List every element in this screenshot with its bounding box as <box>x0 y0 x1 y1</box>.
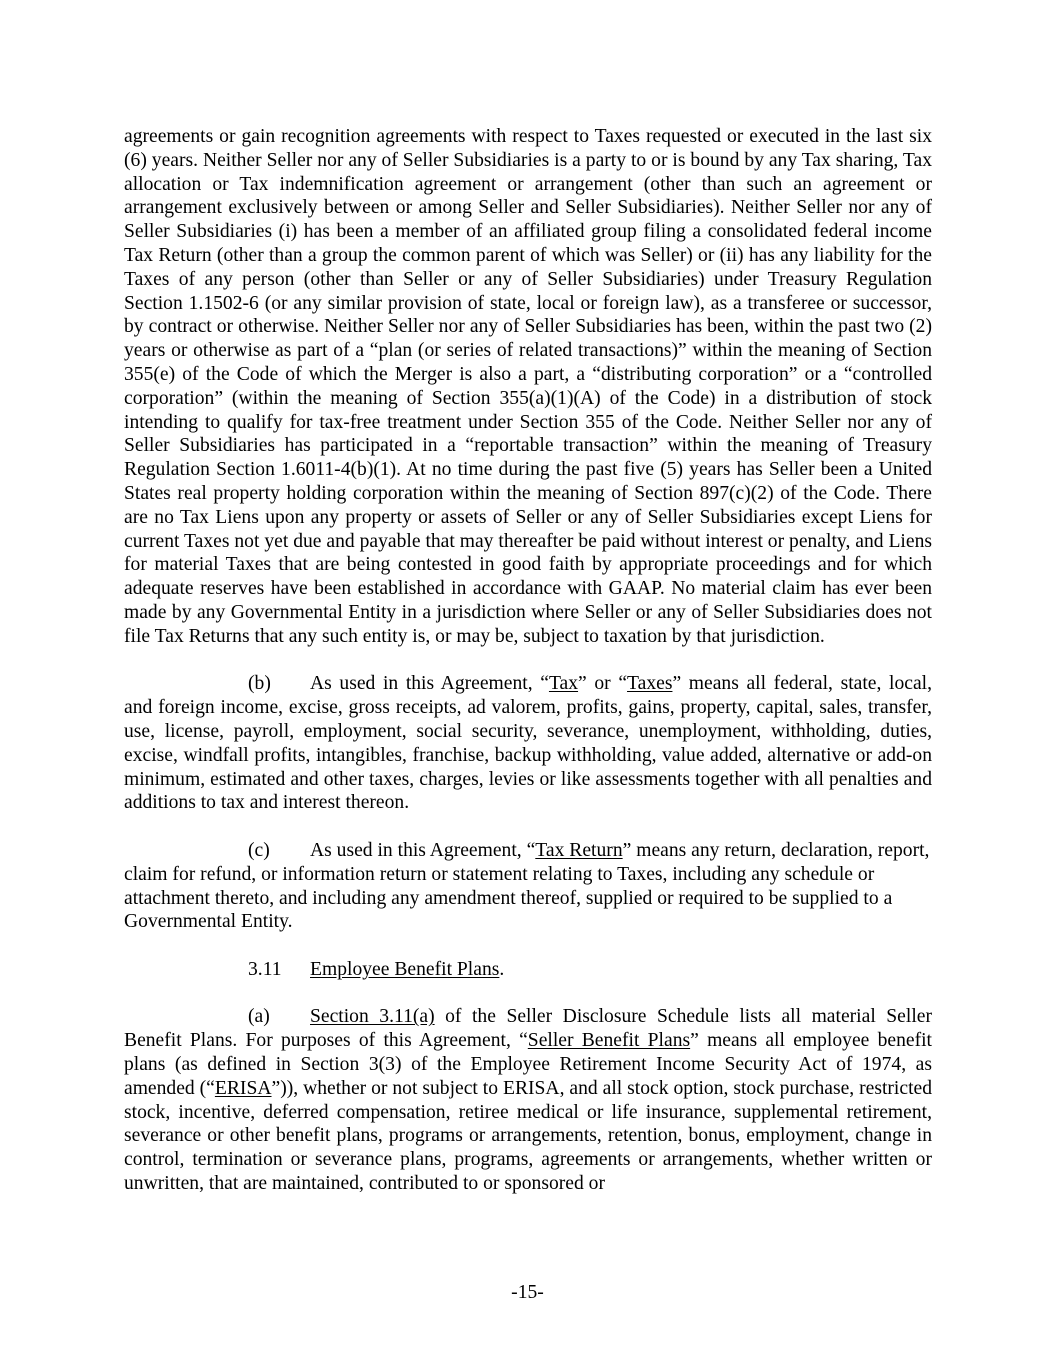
defined-term: Tax <box>548 673 579 695</box>
paragraph-label: (b) <box>248 673 271 695</box>
section-number: 3.11 <box>248 958 282 980</box>
paragraph-label: (a) <box>248 1006 270 1028</box>
paragraph-a-benefit-plans <box>124 1005 932 1195</box>
defined-term: Seller Benefit Plans <box>527 1030 691 1052</box>
defined-term: ERISA <box>214 1077 272 1099</box>
document-page <box>124 125 932 1196</box>
paragraph-label: (c) <box>248 839 270 861</box>
paragraph-text: ” or “ <box>578 673 628 695</box>
paragraph-text: of the Seller Disclosure Schedule lists all material Seller Benefit Plans. For purposes of this Agreement, “ <box>124 1006 932 1052</box>
paragraph-text: ” means all employee benefit plans (as defined in Section 3(3) of the Employee Retirement Income Security Act of 1974, as amended (“ <box>124 1030 932 1099</box>
paragraph-c-tax-return-definition <box>124 839 932 934</box>
section-title-period: . <box>499 958 505 980</box>
paragraph-tax-continuation: agreements or gain recognition agreements with respect to Taxes requested or executed in the last six (6) years. Neither Seller nor any of Seller Subsidiaries is a party to or is bound by any Tax sharing, Tax allocation or Tax indemnification agreement or arrangement (other than such an agreement or arrangement exclusively between or among Seller and Seller Subsidiaries). Neither Seller nor any of Seller Subsidiaries (i) has been a member of an affiliated group filing a consolidated federal income Tax Return (other than a group the common parent of which was Seller) or (ii) has any liability for the Taxes of any person (other than Seller or any of Seller Subsidiaries) under Treasury Regulation Section 1.1502-6 (or any similar provision of state, local or foreign law), as a transferee or successor, by contract or otherwise. Neither Seller nor any of Seller Subsidiaries has been, within the past two (2) years or otherwise as part of a “plan (or series of related transactions)” within the meaning of Section 355(e) of the Code of which the Merger is also a part, a “distributing corporation” or a “controlled corporation” (within the meaning of Section 355(a)(1)(A) of the Code) in a distribution of stock intending to qualify for tax-free treatment under Section 355 of the Code. Neither Seller nor any of Seller Subsidiaries has participated in a “reportable transaction” within the meaning of Treasury Regulation Section 1.6011-4(b)(1). At no time during the past five (5) years has Seller been a United States real property holding corporation within the meaning of Section 897(c)(2) of the Code. There are no Tax Liens upon any property or assets of Seller or any of Seller Subsidiaries except Liens for current Taxes not yet due and payable that may thereafter be paid without interest or penalty, and Liens for material Taxes that are being contested in good faith by appropriate proceedings and for which adequate reserves have been established in accordance with GAAP. No material claim has ever been made by any Governmental Entity in a jurisdiction where Seller or any of Seller Subsidiaries does not file Tax Returns that any such entity is, or may be, subject to taxation by that jurisdiction. <box>124 126 932 647</box>
page-number: -15- <box>511 1282 544 1303</box>
paragraph-text: As used in this Agreement, “ <box>310 839 536 861</box>
paragraph-text: ” means any return, declaration, report, claim for refund, or information return or statement relating to Taxes, including any schedule or attachment thereto, and including any amendment thereof, supplied or required to be supplied to a Governmental Entity. <box>124 839 930 933</box>
paragraph-text: ”)), whether or not subject to ERISA, and all stock option, stock purchase, restricted stock, incentive, deferred compensation, retiree medical or life insurance, supplemental retirement, severance or other benefit plans, programs or arrangements, retention, bonus, employment, change in control, termination or severance plans, programs, agreements or arrangements, whether written or unwritten, that are maintained, contributed to or sponsored or <box>124 1077 933 1195</box>
paragraph-text: As used in this Agreement, “ <box>310 673 549 695</box>
section-reference: Section 3.11(a) <box>310 1006 435 1028</box>
defined-term: Tax Return <box>535 839 623 861</box>
paragraph-text: ” means all federal, state, local, and foreign income, excise, gross receipts, ad valorem, profits, gains, property, capital, sales, transfer, use, license, payroll, employment, social security, severance, unemployment, withholding, duties, excise, windfall profits, intangibles, franchise, backup withholding, value added, alternative or add-on minimum, estimated and other taxes, charges, levies or like assessments together with all penalties and additions to tax and interest thereon. <box>124 673 933 814</box>
paragraph-b-tax-definition <box>124 672 932 815</box>
section-heading <box>124 958 932 982</box>
defined-term: Taxes <box>627 673 673 695</box>
section-title: Employee Benefit Plans <box>310 958 500 980</box>
